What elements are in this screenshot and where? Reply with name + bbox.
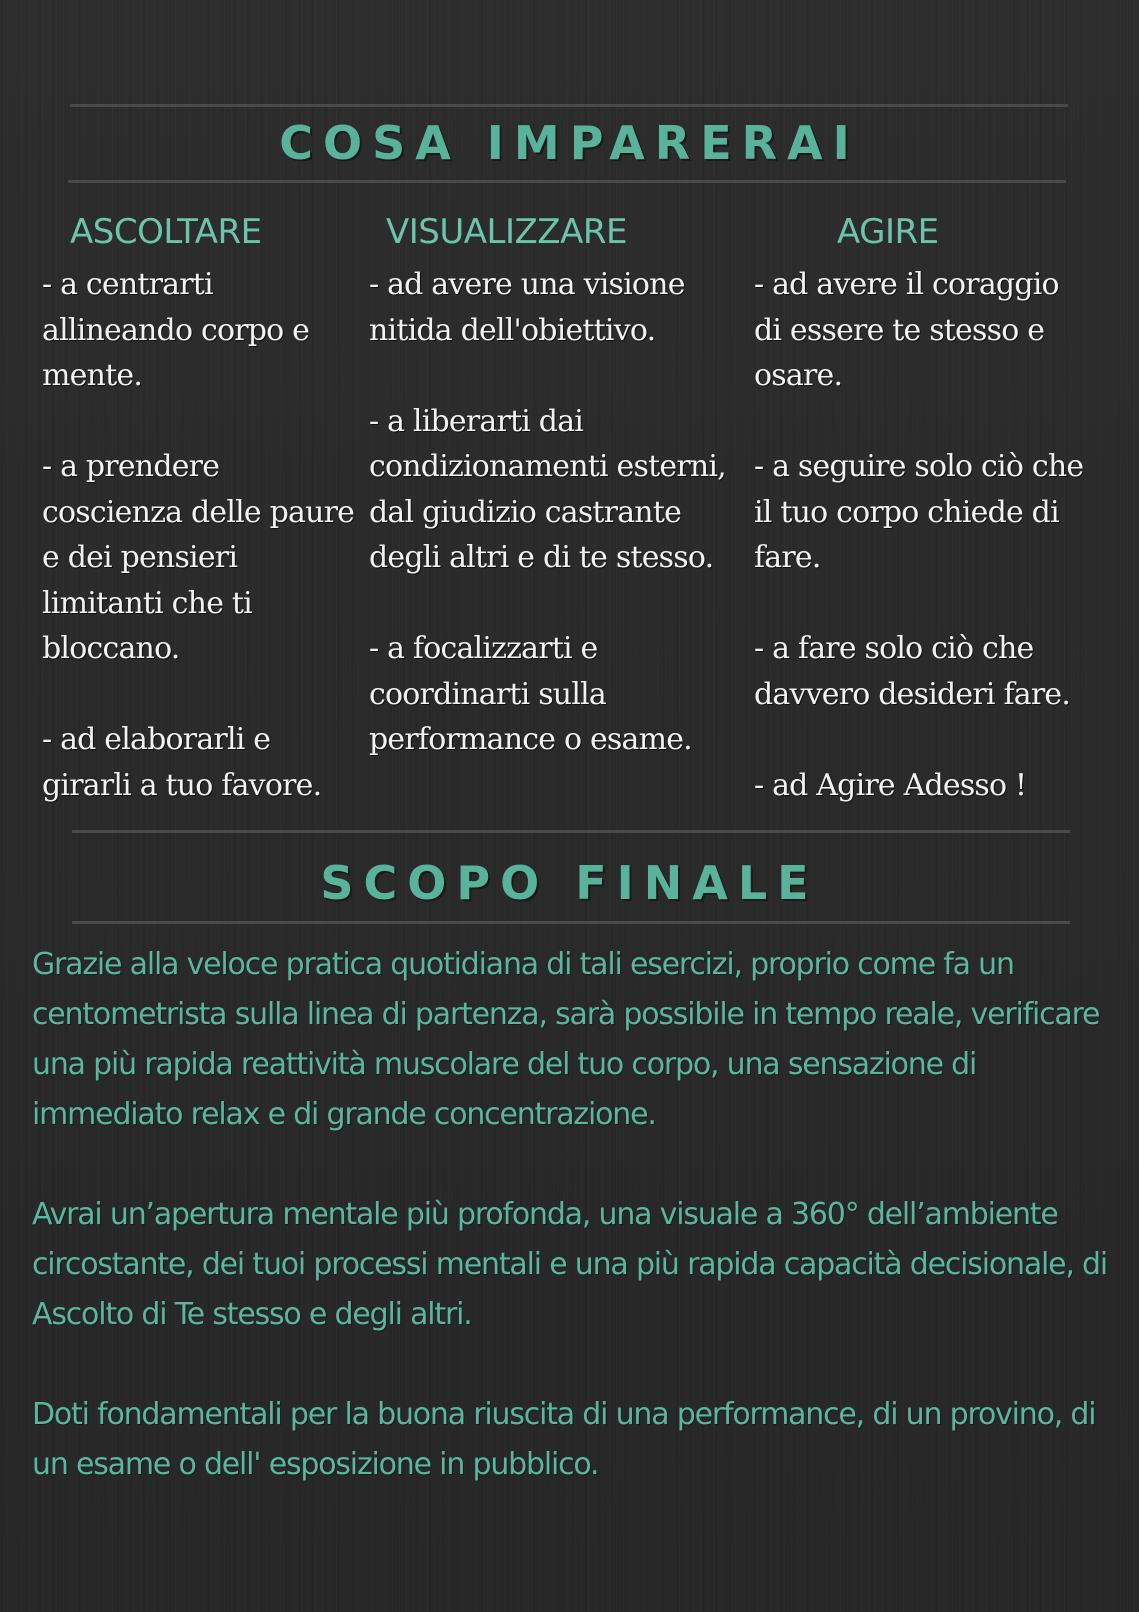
middle-divider: [72, 830, 1070, 833]
column-title-ascoltare: ASCOLTARE: [70, 212, 262, 252]
paragraph: Avrai un’apertura mentale più profonda, una visuale a 360° dell’ambiente circostante, dei tuoi processi mentali e una più rapida capacità decisionale, di Ascolto di Te stesso e degli altri.: [32, 1197, 1108, 1332]
section-title-scopo-finale: SCOPO FINALE: [320, 856, 819, 910]
section-title-cosa-imparerai: COSA IMPARERAI: [279, 116, 860, 170]
list-item: - a centrarti allineando corpo e mente.: [42, 267, 310, 393]
list-item: - ad elaborarli e girarli a tuo favore.: [42, 722, 322, 803]
column-title-visualizzare: VISUALIZZARE: [386, 212, 627, 252]
list-item: - ad avere una visione nitida dell'obiettivo.: [369, 267, 685, 348]
column-title-agire: AGIRE: [837, 212, 939, 252]
title-underline-divider: [68, 180, 1066, 183]
scopo-finale-text: [32, 940, 1122, 1490]
list-item: - a prendere coscienza delle paure e dei pensieri limitanti che ti bloccano.: [42, 449, 355, 666]
list-item: - a liberarti dai condizionamenti esterni, dal giudizio castrante degli altri e di te stesso.: [369, 403, 726, 575]
list-item: - ad Agire Adesso !: [754, 767, 1027, 803]
list-item: - a focalizzarti e coordinarti sulla performance o esame.: [369, 631, 692, 757]
scopo-underline-divider: [72, 921, 1070, 924]
column-ascoltare: [42, 262, 360, 808]
list-item: - a seguire solo ciò che il tuo corpo chiede di fare.: [754, 449, 1084, 575]
paragraph: Doti fondamentali per la buona riuscita di una performance, di un provino, di un esame o dell' esposizione in pubblico.: [32, 1397, 1096, 1482]
list-item: - a fare solo ciò che davvero desideri fare.: [754, 631, 1071, 712]
column-visualizzare: [369, 262, 739, 763]
list-item: - ad avere il coraggio di essere te stesso e osare.: [754, 267, 1059, 393]
column-agire: [754, 262, 1094, 808]
top-divider: [70, 104, 1068, 107]
paragraph: Grazie alla veloce pratica quotidiana di tali esercizi, proprio come fa un centometrista sulla linea di partenza, sarà possibile in tempo reale, verificare una più rapida reattività muscolare del tuo corpo, una sensazione di immediato relax e di grande concentrazione.: [32, 947, 1100, 1132]
